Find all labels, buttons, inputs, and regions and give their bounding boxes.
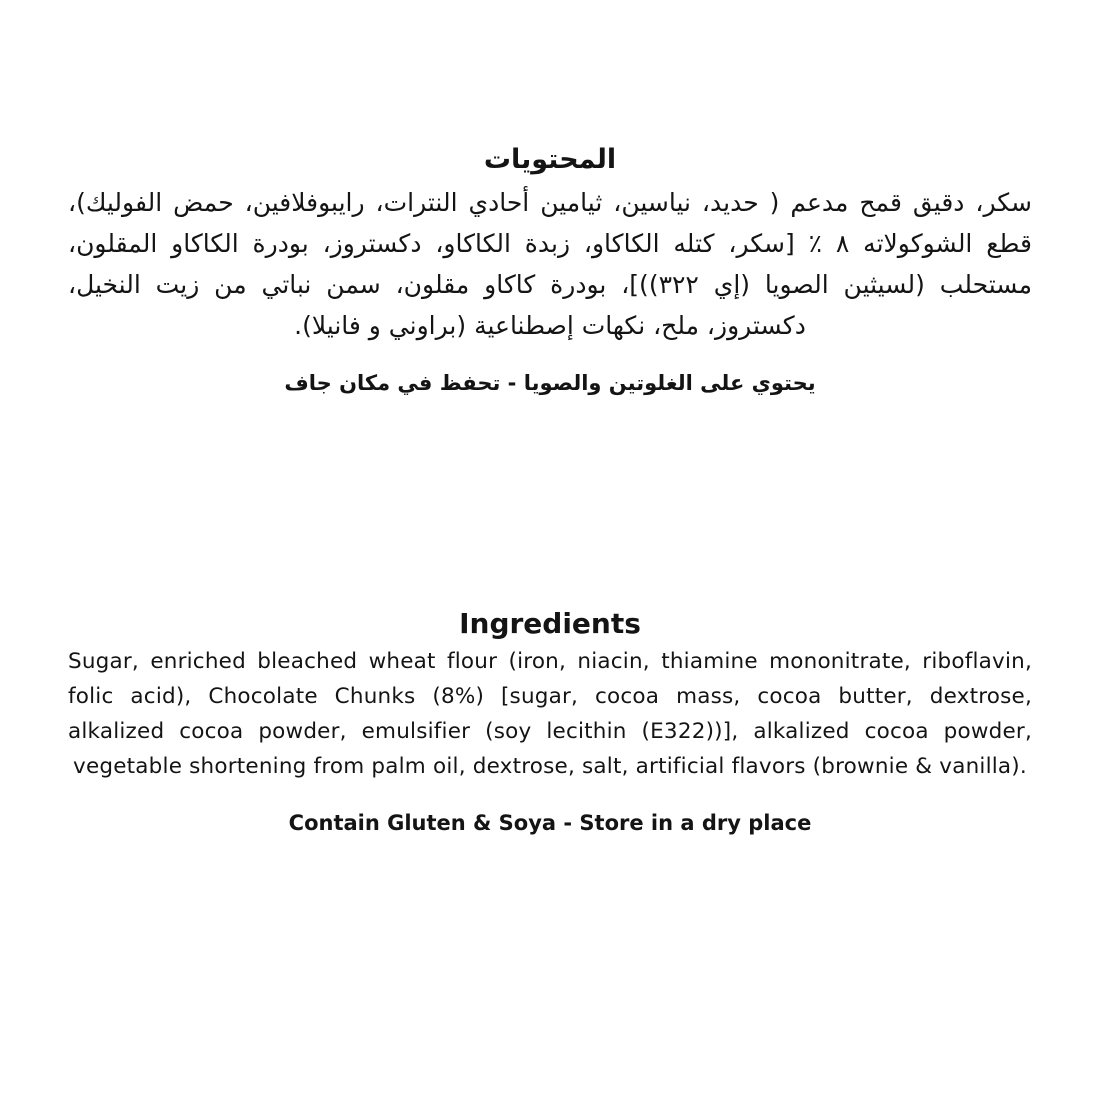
arabic-ingredients-section (68, 140, 1032, 398)
arabic-allergen-note: يحتوي على الغلوتين والصويا - تحفظ في مكان جاف (284, 371, 816, 395)
arabic-heading: المحتويات (483, 144, 617, 175)
english-ingredients-text: Sugar, enriched bleached wheat flour (iron, niacin, thiamine mononitrate, riboflavin, folic acid), Chocolate Chunks (8%) [sugar, cocoa mass, cocoa butter, dextrose, alkalized cocoa powder, emulsifier (soy lecithin (E322))], alkalized cocoa powder, vegetable shortening from palm oil, dextrose, salt, artificial flavors (brownie & vanilla). (68, 649, 1032, 779)
english-ingredients-section (68, 604, 1032, 838)
arabic-ingredients-text: سكر، دقيق قمح مدعم ( حديد، نياسين، ثيامين أحادي النترات، رايبوفلافين، حمض الفوليك)، قطع الشوكولاته ٨ ٪ [سكر، كتله الكاكاو، زبدة الكاكاو، دكستروز، بودرة الكاكاو المقلون، مستحلب (لسيثين الصويا (إي ٣٢٢))]، بودرة كاكاو مقلون، سمن نباتي من زيت النخيل، دكستروز، ملح، نكهات إصطناعية (براوني و فانيلا). (68, 188, 1032, 340)
english-allergen-note: Contain Gluten & Soya - Store in a dry place (288, 811, 812, 835)
english-heading: Ingredients (459, 607, 641, 640)
